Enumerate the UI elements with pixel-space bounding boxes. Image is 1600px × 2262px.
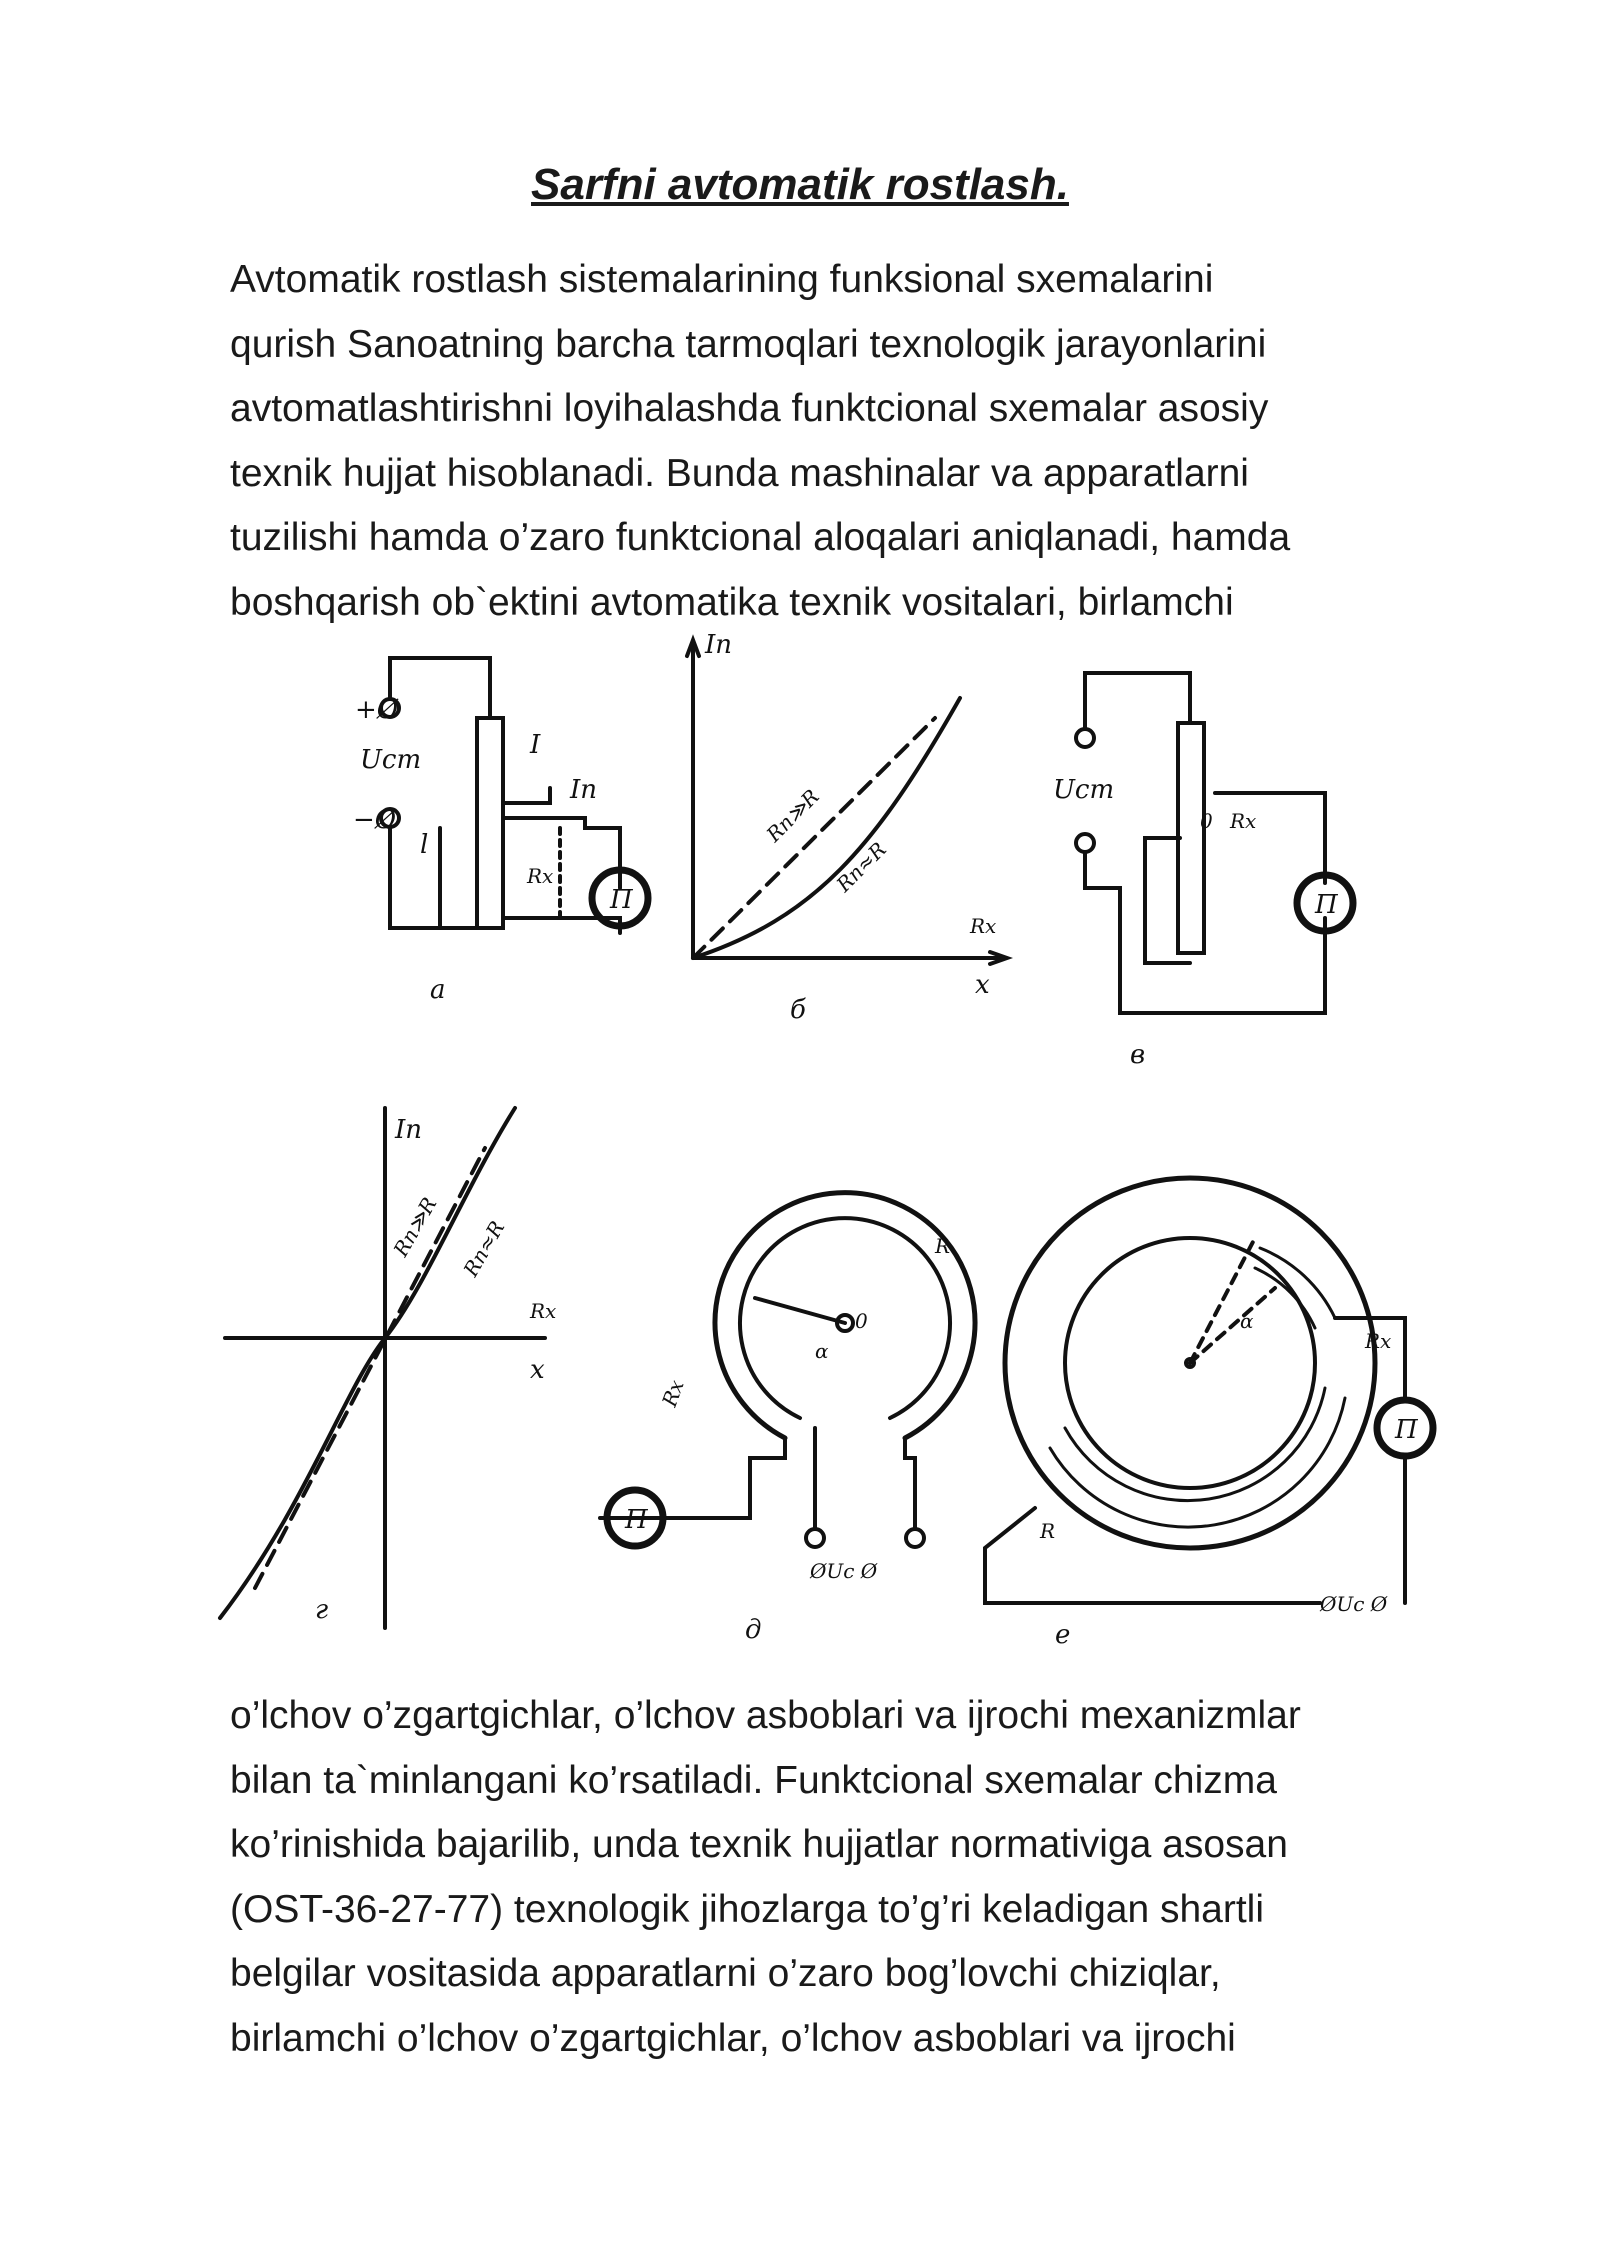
text-line: belgilar vositasida apparatlarni o’zaro bog’lovchi chiziqlar,	[230, 1952, 1221, 1995]
in-axis-label-g: Iп	[395, 1115, 423, 1145]
text-line: texnik hujjat hisoblanadi. Bunda mashinalar va apparatlarni	[230, 451, 1249, 495]
resistor	[477, 718, 503, 928]
text-line: birlamchi o’lchov o’zgartgichlar, o’lchov asboblari va ijrochi	[230, 2016, 1236, 2060]
panel-label-e: е	[1055, 1620, 1071, 1650]
text-line: qurish Sanoatning barcha tarmoqlari texnologik jarayonlarini	[230, 322, 1267, 366]
meter-label-v: П	[1315, 890, 1338, 920]
panel-g-graph	[220, 1108, 556, 1628]
document-title: Sarfni avtomatik rostlash.	[531, 160, 1069, 209]
rn-eq-label-g: Rп≈R	[458, 1216, 510, 1281]
rx-label-e: Rx	[1365, 1329, 1392, 1353]
uc-label-e: ØUс Ø	[1320, 1592, 1388, 1616]
text-line: tuzilishi hamda o’zaro funktcional aloqalari aniqlanadi, hamda	[230, 516, 1291, 559]
panel-a-circuit	[353, 658, 648, 1005]
rx-axis-label-g: Rx	[530, 1299, 557, 1323]
zero-label-v: 0	[1200, 809, 1213, 833]
meter-label-e: П	[1395, 1415, 1418, 1445]
in-axis-label: Iп	[705, 630, 733, 660]
paragraph-continuation	[230, 1684, 1500, 2071]
text-line: (OST-36-27-77) texnologik jihozlarga to’g’ri keladigan shartli	[230, 1887, 1265, 1931]
panel-label-d: д	[745, 1615, 762, 1645]
uc-label-d: ØUс Ø	[810, 1559, 878, 1583]
alpha-label-e: α	[1240, 1309, 1254, 1333]
rx-axis-label: Rx	[970, 914, 997, 938]
potentiometer-schematics-figure	[215, 628, 1475, 1658]
rx-label-a: Rx	[527, 864, 554, 888]
bipolar-curve	[220, 1108, 515, 1618]
linear-line	[693, 718, 935, 958]
paragraph-intro	[230, 248, 1500, 635]
panel-v-circuit	[1053, 673, 1353, 1070]
meter-label-a: П	[610, 885, 633, 915]
zero-label-d: 0	[855, 1309, 868, 1333]
ust-label-v: Uст	[1053, 775, 1115, 805]
length-l-label: l	[420, 830, 429, 860]
r-label-d: R	[935, 1234, 951, 1258]
rx-label-d: Rx	[657, 1376, 689, 1410]
rn-r-label-g: Rп≫R	[388, 1193, 442, 1261]
rn-r-label: Rп≫R	[761, 784, 824, 847]
rx-label-v: Rx	[1230, 809, 1257, 833]
rn-eq-label: Rп≈R	[831, 837, 891, 897]
panel-label-b: б	[790, 995, 806, 1025]
x-axis-label-g: x	[530, 1355, 545, 1385]
minus-label: −Ø	[353, 805, 397, 835]
meter-label-d: П	[625, 1505, 648, 1535]
r-label-e: R	[1040, 1519, 1056, 1543]
text-line: avtomatlashtirishni loyihalashda funktcional sxemalar asosiy	[230, 387, 1269, 430]
ust-label: Uст	[360, 745, 422, 775]
x-axis-label: x	[975, 970, 990, 1000]
panel-label-v: в	[1130, 1040, 1146, 1070]
panel-d-circuit	[600, 1193, 975, 1645]
panel-label-g: г	[315, 1595, 329, 1625]
panel-e-circuit	[985, 1178, 1433, 1650]
panel-b-graph	[687, 630, 1007, 1025]
alpha-label-d: α	[815, 1339, 829, 1363]
plus-label: +Ø	[355, 695, 399, 725]
text-line: ko’rinishida bajarilib, unda texnik hujjatlar normativiga asosan	[230, 1823, 1288, 1866]
text-line: Avtomatik rostlash sistemalarining funksional sxemalarini	[230, 258, 1214, 301]
text-line: o’lchov o’zgartgichlar, o’lchov asboblari va ijrochi mexanizmlar	[230, 1694, 1301, 1737]
current-in-label: Iп	[570, 775, 598, 805]
text-line: boshqarish ob`ektini avtomatika texnik vositalari, birlamchi	[230, 580, 1234, 624]
current-i-label: I	[530, 730, 541, 760]
text-line: bilan ta`minlangani ko’rsatiladi. Funktcional sxemalar chizma	[230, 1758, 1277, 1802]
panel-label-a: a	[430, 975, 446, 1005]
